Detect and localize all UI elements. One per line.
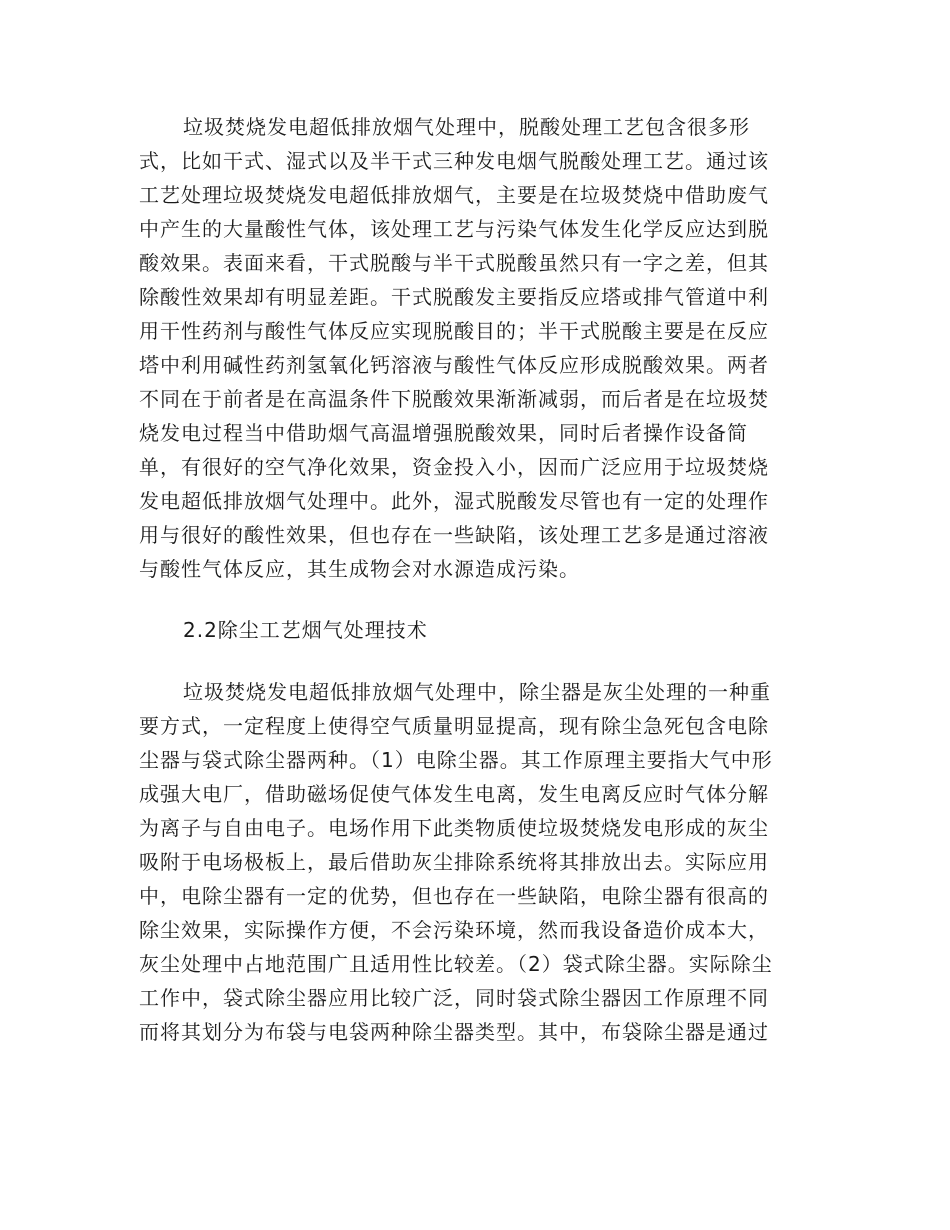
paragraph2-line-10: 工作中，袋式除尘器应用比较广泛，同时袋式除尘器因工作原理不同 <box>139 986 769 1010</box>
section-heading: 2.2除尘工艺烟气处理技术 <box>183 618 428 642</box>
paragraph1-line-11: 单，有很好的空气净化效果，资金投入小，因而广泛应用于垃圾焚烧 <box>139 455 769 479</box>
paragraph1-line-4: 中产生的大量酸性气体，该处理工艺与污染气体发生化学反应达到脱 <box>139 217 769 241</box>
paragraph1-line-9: 不同在于前者是在高温条件下脱酸效果渐渐减弱，而后者是在垃圾焚 <box>139 387 769 411</box>
paragraph2-line-4: 成强大电厂，借助磁场促使气体发生电离，发生电离反应时气体分解 <box>139 782 769 806</box>
paragraph1-line-10: 烧发电过程当中借助烟气高温增强脱酸效果，同时后者操作设备简 <box>139 421 748 445</box>
paragraph1-line-1: 垃圾焚烧发电超低排放烟气处理中，脱酸处理工艺包含很多形 <box>183 115 750 139</box>
paragraph2-line-3: 尘器与袋式除尘器两种。（1）电除尘器。其工作原理主要指大气中形 <box>139 748 773 772</box>
paragraph2-line-1: 垃圾焚烧发电超低排放烟气处理中，除尘器是灰尘处理的一种重 <box>183 680 771 704</box>
paragraph2-line-2: 要方式，一定程度上使得空气质量明显提高，现有除尘急死包含电除 <box>139 714 769 738</box>
paragraph1-line-3: 工艺处理垃圾焚烧发电超低排放烟气，主要是在垃圾焚烧中借助废气 <box>139 183 769 207</box>
paragraph1-line-12: 发电超低排放烟气处理中。此外，湿式脱酸发尽管也有一定的处理作 <box>139 489 769 513</box>
paragraph1-line-13: 用与很好的酸性效果，但也存在一些缺陷，该处理工艺多是通过溶液 <box>139 523 769 547</box>
paragraph2-line-8: 除尘效果，实际操作方便，不会污染环境，然而我设备造价成本大， <box>139 918 769 942</box>
paragraph2-line-9: 灰尘处理中占地范围广且适用性比较差。（2）袋式除尘器。实际除尘 <box>139 952 773 976</box>
paragraph2-line-7: 中，电除尘器有一定的优势，但也存在一些缺陷，电除尘器有很高的 <box>139 884 769 908</box>
paragraph1-line-5: 酸效果。表面来看，干式脱酸与半干式脱酸虽然只有一字之差，但其 <box>139 251 769 275</box>
paragraph1-line-7: 用干性药剂与酸性气体反应实现脱酸目的；半干式脱酸主要是在反应 <box>139 319 769 343</box>
paragraph1-line-6: 除酸性效果却有明显差距。干式脱酸发主要指反应塔或排气管道中利 <box>139 285 769 309</box>
paragraph2-line-5: 为离子与自由电子。电场作用下此类物质使垃圾焚烧发电形成的灰尘 <box>139 816 769 840</box>
paragraph2-line-6: 吸附于电场极板上，最后借助灰尘排除系统将其排放出去。实际应用 <box>139 850 769 874</box>
paragraph1-line-8: 塔中利用碱性药剂氢氧化钙溶液与酸性气体反应形成脱酸效果。两者 <box>139 353 769 377</box>
paragraph2-line-11: 而将其划分为布袋与电袋两种除尘器类型。其中，布袋除尘器是通过 <box>139 1020 769 1044</box>
paragraph1-line-14: 与酸性气体反应，其生成物会对水源造成污染。 <box>139 557 580 581</box>
paragraph1-line-2: 式，比如干式、湿式以及半干式三种发电烟气脱酸处理工艺。通过该 <box>139 149 769 173</box>
